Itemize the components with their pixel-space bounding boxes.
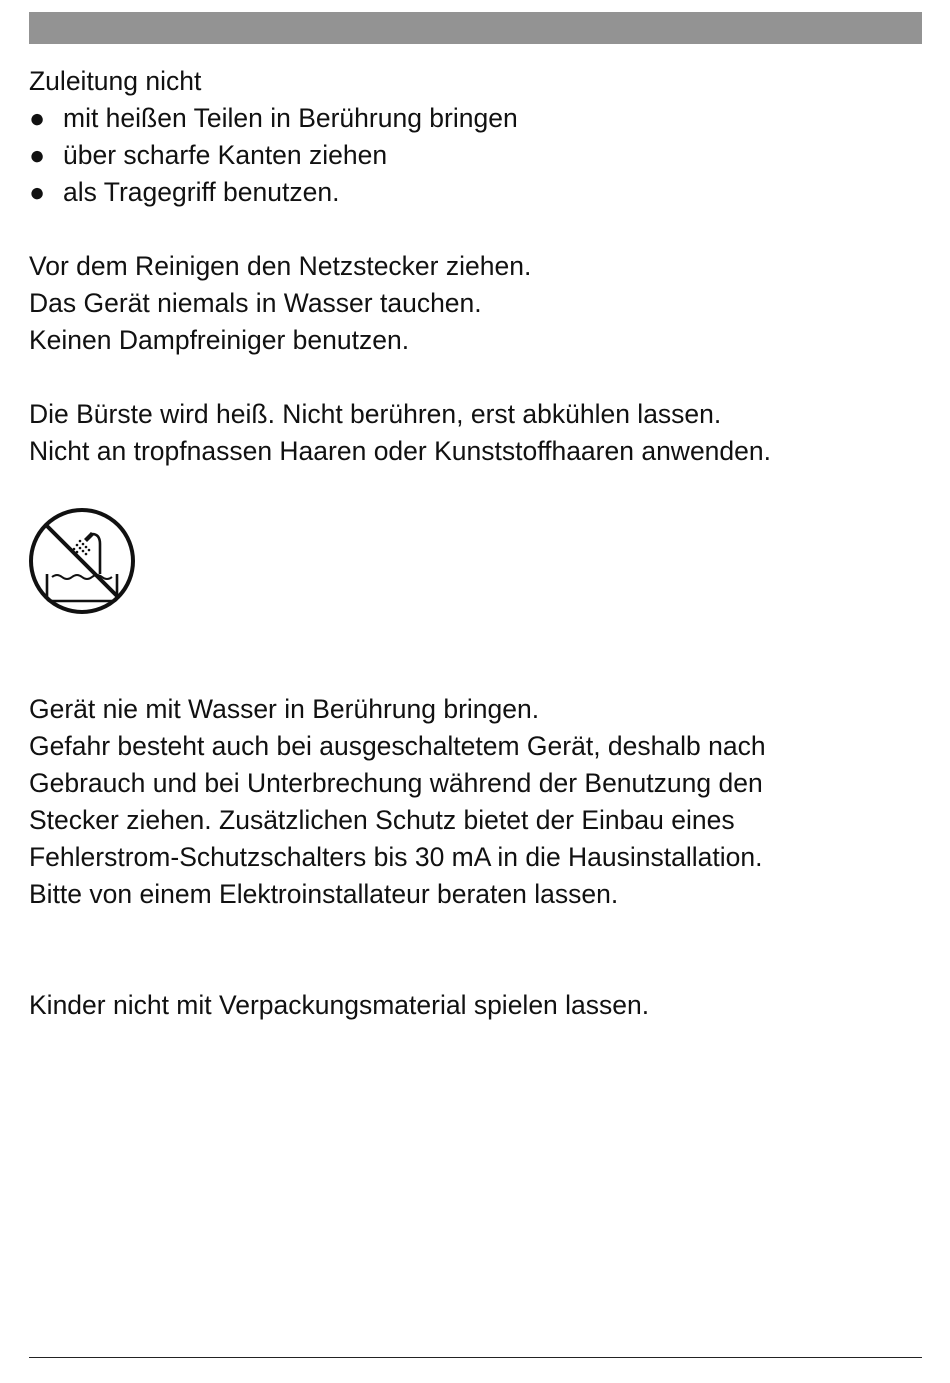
cord-bullet-text: über scharfe Kanten ziehen: [63, 140, 388, 170]
bullet-icon: ●: [29, 103, 46, 133]
footer-rule: [29, 1357, 922, 1358]
cord-intro: Zuleitung nicht: [29, 66, 202, 96]
water-line-3: Gebrauch und bei Unterbrechung während der Benutzung den: [29, 768, 763, 798]
cord-bullet-3: [29, 174, 339, 211]
heat-line-1: Die Bürste wird heiß. Nicht berühren, erst abkühlen lassen.: [29, 399, 722, 429]
water-line-1: Gerät nie mit Wasser in Berührung bringen.: [29, 694, 540, 724]
cord-bullet-1: [29, 100, 518, 137]
water-line-2: Gefahr besteht auch bei ausgeschaltetem Gerät, deshalb nach: [29, 731, 766, 761]
water-line-6: Bitte von einem Elektroinstallateur beraten lassen.: [29, 879, 619, 909]
cord-bullet-text: mit heißen Teilen in Berührung bringen: [63, 103, 518, 133]
cleaning-line-3: Keinen Dampfreiniger benutzen.: [29, 325, 410, 355]
water-line-5: Fehlerstrom-Schutzschalters bis 30 mA in die Hausinstallation.: [29, 842, 763, 872]
header-bar: [29, 12, 922, 44]
cleaning-line-2: Das Gerät niemals in Wasser tauchen.: [29, 288, 482, 318]
cord-bullet-2: [29, 137, 387, 174]
no-water-bath-icon: [28, 507, 136, 615]
heat-line-2: Nicht an tropfnassen Haaren oder Kunststoffhaaren anwenden.: [29, 436, 771, 466]
water-line-4: Stecker ziehen. Zusätzlichen Schutz bietet der Einbau eines: [29, 805, 735, 835]
cleaning-line-1: Vor dem Reinigen den Netzstecker ziehen.: [29, 251, 532, 281]
children-line: Kinder nicht mit Verpackungsmaterial spielen lassen.: [29, 990, 650, 1020]
bullet-icon: ●: [29, 177, 46, 207]
cord-bullet-text: als Tragegriff benutzen.: [63, 177, 340, 207]
bullet-icon: ●: [29, 140, 46, 170]
